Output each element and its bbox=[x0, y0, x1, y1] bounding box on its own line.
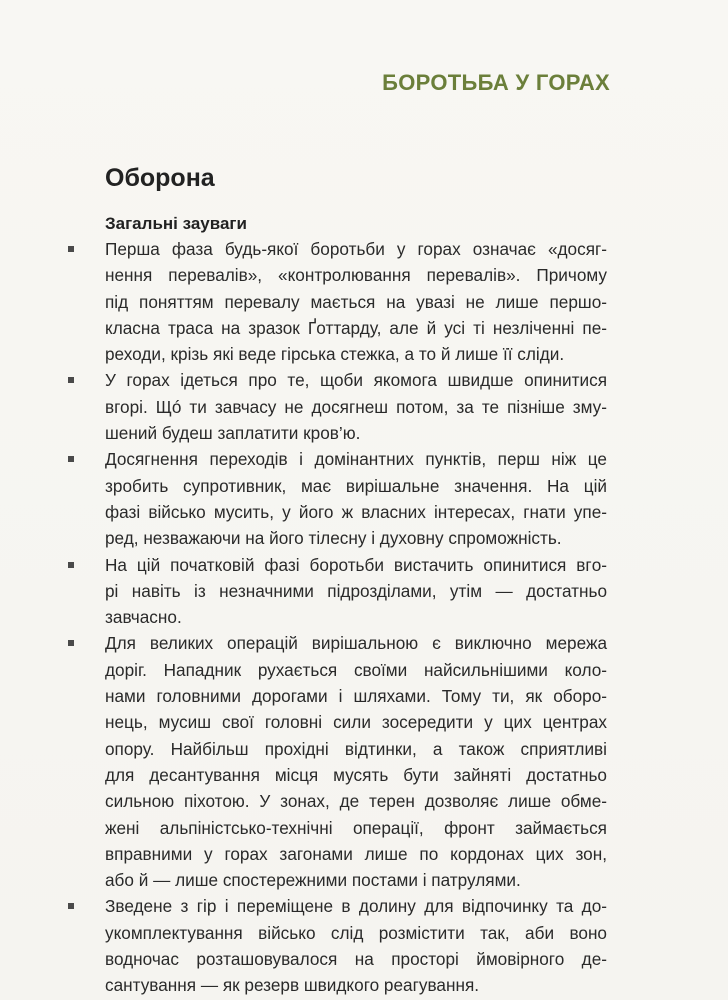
text-line: реходи, крізь які веде гірська стежка, а то й лише її сліди. bbox=[105, 344, 565, 365]
text-line: вправними у горах загонами лише по кордонах цих зон, bbox=[105, 843, 607, 864]
text-line: фазі військо мусить, у його ж власних інтересах, гнати упе- bbox=[105, 501, 607, 522]
text-line: укомплектування військо слід розмістити так, аби воно bbox=[105, 922, 607, 943]
bullet-square-icon bbox=[68, 456, 74, 462]
text-line: Перша фаза будь-якої боротьби у горах означає «досяг- bbox=[105, 239, 607, 259]
bullet-square-icon bbox=[68, 246, 74, 252]
text-line: рі навіть із незначними підрозділами, утім — достатньо bbox=[105, 580, 607, 601]
text-line: або й — лише спостережними постами і патрулями. bbox=[105, 870, 521, 891]
text-line: Досягнення переходів і домінантних пунктів, перш ніж це bbox=[105, 449, 607, 470]
text-line: нення перевалів», «контролювання перевалів». Причому bbox=[105, 265, 607, 286]
bullet-item bbox=[0, 367, 607, 446]
section-title: Оборона bbox=[105, 164, 215, 192]
bullet-square-icon bbox=[68, 903, 74, 909]
text-line: Зведене з гір і переміщене в долину для відпочинку та до- bbox=[105, 896, 607, 917]
bullet-item bbox=[0, 236, 607, 367]
running-title: БОРОТЬБА У ГОРАХ bbox=[382, 70, 610, 95]
text-line: сильною піхотою. У зонах, де терен дозволяє лише обме- bbox=[105, 791, 607, 812]
text-line: У горах ідеться про те, щоби якомога швидше опинитися bbox=[105, 370, 607, 391]
text-line: класна траса на зразок Ґоттарду, але й усі ті незліченні пе- bbox=[105, 317, 607, 338]
bullet-list bbox=[0, 236, 728, 999]
bullet-item bbox=[0, 446, 607, 551]
text-line: ред, незважаючи на його тілесну і духовну спроможність. bbox=[105, 528, 562, 549]
text-line: жені альпіністсько-технічні операції, фронт займається bbox=[105, 817, 607, 838]
text-line: опору. Найбільш прохідні відтинки, а також сприятливі bbox=[105, 738, 607, 759]
bullet-item bbox=[0, 893, 607, 998]
text-line: шений будеш заплатити кров’ю. bbox=[105, 423, 361, 444]
text-line: Для великих операцій вирішальною є виключно мережа bbox=[105, 633, 607, 654]
subsection-title: Загальні зауваги bbox=[105, 214, 247, 233]
text-line: доріг. Нападник рухається своїми найсильнішими коло- bbox=[105, 659, 607, 680]
text-line: зробить супротивник, має вирішальне значення. На цій bbox=[105, 475, 607, 496]
text-line: сантування — як резерв швидкого реагування. bbox=[105, 975, 480, 996]
text-line: нець, мусиш свої головні сили зосередити у цих центрах bbox=[105, 712, 607, 733]
text-line: вгорі. Щó ти завчасу не досягнеш потом, за те пізніше зму- bbox=[105, 396, 607, 417]
text-line: водночас розташовувалося на просторі ймовірного де- bbox=[105, 949, 607, 970]
text-line: під поняттям перевалу мається на увазі не лише першо- bbox=[105, 291, 607, 312]
bullet-square-icon bbox=[68, 562, 74, 568]
bullet-item bbox=[0, 552, 607, 631]
text-line: завчасно. bbox=[105, 607, 182, 628]
text-line: На цій початковій фазі боротьби вистачить опинитися вгo- bbox=[105, 554, 607, 575]
text-line: для десантування місця мусять бути зайняті достатньо bbox=[105, 764, 607, 785]
bullet-item bbox=[0, 630, 607, 893]
bullet-square-icon bbox=[68, 640, 74, 646]
bullet-square-icon bbox=[68, 377, 74, 383]
text-line: нами головними дорогами і шляхами. Тому ти, як оборо- bbox=[105, 686, 607, 707]
